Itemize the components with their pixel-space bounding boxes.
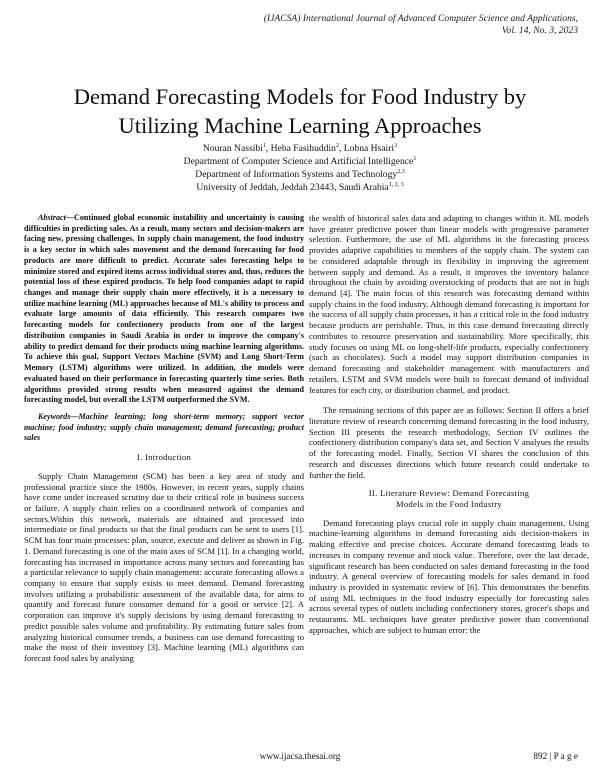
keywords-text: Machine learning; long short-term memory; support vector machine; food industry; supply chain management; demand forecasting; product sales bbox=[24, 411, 304, 443]
author-1-sup: 1 bbox=[262, 142, 266, 149]
affiliation-1-text: Department of Computer Science and Artificial Intelligence bbox=[183, 156, 414, 167]
affiliation-1 bbox=[100, 155, 500, 168]
left-column bbox=[24, 213, 304, 664]
journal-header bbox=[158, 13, 578, 36]
affiliation-2-text: Department of Information Systems and Technology bbox=[195, 169, 398, 180]
intro-paragraph-1-continued: the wealth of historical sales data and adapting to changes within it. ML models have greater predictive power than linear models with progressive parameter selection. Furthermore, the use of ML algorithms in the forecasting process provides adaptive capabilities to members of the supply chain. The system can be considered adaptable through its flexibility in improving the agreement between supply and demand. As a result, it improves the inventory balance throughout the chain by avoiding overstocking of products that are not in high demand [4]. The main focus of this research was forecasting demand within supply chains in the food industry. Although demand forecasting is important for the success of all supply chain processes, it has a critical role in the food industry because products are perishable. Thus, in this case demand forecasting directly contributes to resource preservation and sustainability. More specifically, this study focuses on using ML on long-shelf-life products, especially confectionery (such as chocolates). Such a model may support distribution companies in demand forecasting and stakeholder management with manufacturers and retailers. LSTM and SVM models were built to forecast demand of individual features for each city, or distribution channel, and product. bbox=[309, 213, 589, 395]
affiliation-3-sup: 1, 2, 3 bbox=[388, 181, 404, 188]
page-number: 892 | P a g e bbox=[533, 751, 578, 761]
paper-title bbox=[40, 82, 560, 140]
affiliation-3 bbox=[100, 181, 500, 194]
intro-paragraph-2: The remaining sections of this paper are as follows: Section II offers a brief literature review of research concerning demand forecasting in the food industry, Section III presents the research methodology, Section IV outlines the confectionery distribution company's data set, and Section V analyses the results of the forecasting model. Finally, Section VI shares the conclusion of this research and discusses directions which future research could undertake to further the field. bbox=[309, 405, 589, 480]
abstract-text: Continued global economic instability and uncertainty is causing difficulties in predicting sales. As a result, many sectors and decision-makers are facing new, pressing challenges. In supply chain management, the food industry is a key sector in which sales movement and the demand forecasting for food products are more difficult to predict. Accurate sales forecasting helps to minimize stored and expired items across individual stores and, thus, reduces the potential loss of these expired products. To help food companies adapt to rapid changes and manage their supply chain more effectively, it is a necessary to utilize machine learning (ML) approaches because of ML's ability to process and evaluate large amounts of data efficiently. This research compares two forecasting models for confectionery products from one of the largest distribution companies in Saudi Arabia in order to improve the company's ability to predict demand for their products using machine learning algorithms. To achieve this goal, Support Vectors Machine (SVM) and Long Short-Term Memory (LSTM) algorithms were utilized. In addition, the models were evaluated based on their performance in forecasting quarterly time series. Both algorithms provided strong results when measured against the demand forecasting model, but overall the LSTM outperformed the SVM. bbox=[24, 213, 304, 405]
author-3: Lobna Hsairi bbox=[343, 143, 395, 154]
footer-url[interactable]: www.ijacsa.thesai.org bbox=[259, 751, 341, 761]
keywords-label: Keywords— bbox=[38, 411, 79, 421]
affiliation-2-sup: 2,3 bbox=[397, 168, 405, 175]
author-3-sup: 3 bbox=[394, 142, 398, 149]
affiliation-1-sup: 1 bbox=[413, 155, 417, 162]
title-line-1: Demand Forecasting Models for Food Industry by bbox=[73, 84, 527, 109]
right-column bbox=[309, 213, 589, 636]
journal-name: (IJACSA) International Journal of Advanced Computer Science and Applications, bbox=[263, 13, 578, 24]
affiliation-2 bbox=[100, 168, 500, 181]
author-block bbox=[100, 142, 500, 194]
intro-paragraph-1: Supply Chain Management (SCM) has been a key area of study and professional practice since the 1980s. However, in recent years, supply chains have come under increased scrutiny due to their critical role in business success or failure. A supply chain relies on a coordinated network of companies and sectors.Within this network, materials are obtained and processed into intermediate or final products so that the final products can be sent to users [1]. SCM has four main processes: plan, source, execute and deliver as shown in Fig. 1. Demand forecasting is one of the main axes of SCM [1]. In a changing world, forecasting has increased in importance across many sectors and forecasting has a particular relevance to supply chain management: accurate forecasting allows a company to ensure that supply exists to meet demand. Demand forecasting involves utilizing a probabilistic assessment of the available data, for aims to quantify and forecast future consumer demand for a good or service [2]. A corporation can improve it's supply decisions by using demand forecasting to predict possible sales volume and profitability. By estimating future sales from analyzing historical consumer trends, a business can use demand forecasting to make the most of their inventory [3]. Machine learning (ML) algorithms can forecast food sales by analysing bbox=[24, 470, 304, 664]
section-2-heading-line-2: Models in the Food Industry bbox=[396, 498, 502, 509]
author-1: Nouran Nassibi bbox=[202, 143, 263, 154]
section-1-heading: I. Introduction bbox=[136, 452, 192, 463]
author-2-sup: 2 bbox=[335, 142, 339, 149]
author-names: Nouran Nassibi$^1$, Heba Fasihuddin$^2$, Lobna Hsairi$^3$ bbox=[202, 142, 398, 154]
literature-paragraph-1: Demand forecasting plays crucial role in supply chain management. Using machine-learning algorithms in demand forecasting aids decision-makers in making effective and precise choices. Accurate demand forecasting leads to increases in company revenue and stock value. Therefore, over the last decade, significant research has been conducted on sales demand forecasting in the food industry. A general overview of forecasting models for sales demand in food industry is provided in systematic review of [6]. This demonstrates the benefits of using ML techniques in the food industry especially for forecasting sales across several types of outlets including confectionery stores, grocer's shops and restaurants. ML techniques have greater predictive power than conventional approaches, which are subject to human error: the bbox=[309, 517, 589, 635]
author-2: Heba Fasihuddin bbox=[270, 143, 336, 154]
abstract bbox=[24, 213, 304, 406]
abstract-label: Abstract— bbox=[38, 213, 74, 222]
affiliation-3-text: University of Jeddah, Jeddah 23443, Saudi Arabia bbox=[196, 182, 389, 193]
section-2-heading bbox=[309, 488, 589, 509]
keywords bbox=[24, 412, 304, 444]
title-line-2: Utilizing Machine Learning Approaches bbox=[118, 113, 482, 138]
section-2-heading-line-1: II. Literature Review: Demand Forecasting bbox=[368, 488, 530, 499]
journal-volume: Vol. 14, No. 3, 2023 bbox=[501, 24, 578, 36]
